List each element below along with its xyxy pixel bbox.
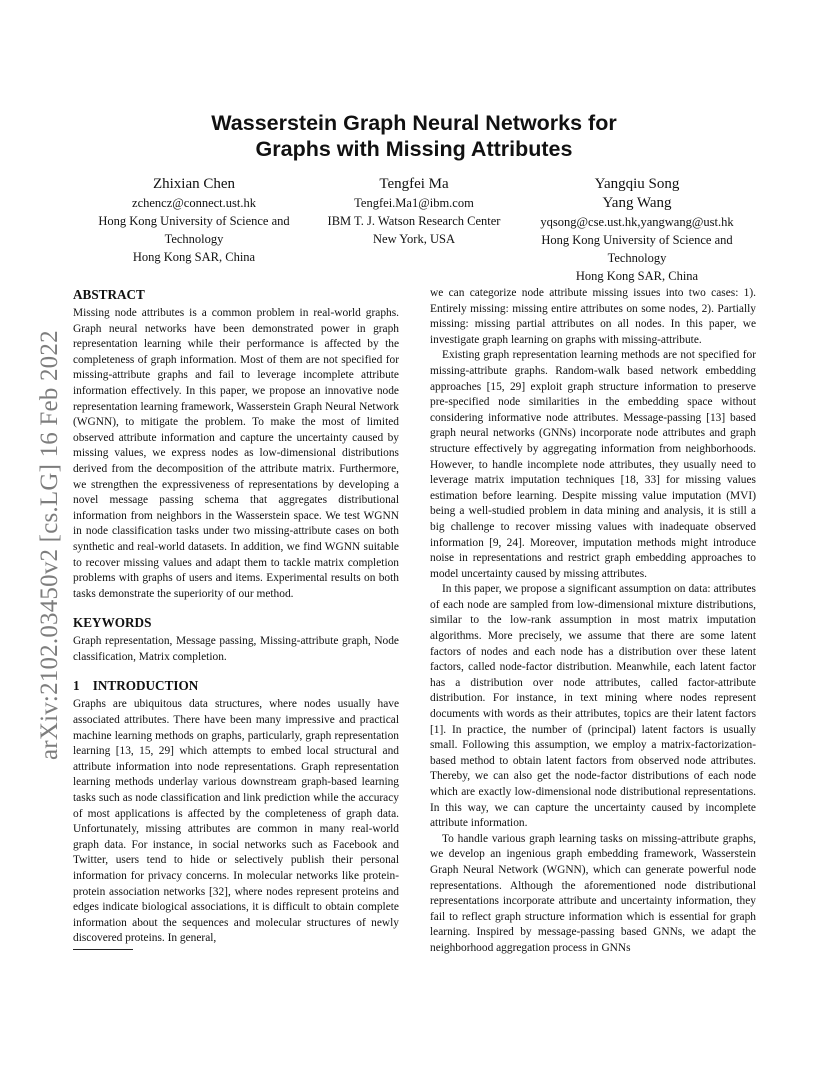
footnote-rule (73, 949, 133, 950)
introduction-text: Graphs are ubiquitous data structures, where nodes usually have associated attributes. There have been many impressive and practical machine learning methods on graphs, particularly, graph representation learning [13, 15, 29] which attempts to embed local structural and attribute information into node representations. Graph representation learning methods underlay various downstream graph-based learning tasks such as node classification and link prediction while the accuracy of most applications is affected by the completeness of graph data. Unfortunately, missing attributes are common in many real-world graph data. For instance, in social networks such as Facebook and Twitter, users tend to hide or selectively publish their personal information for privacy concerns. In molecular networks like protein-protein association networks [32], where nodes represent proteins and edges indicate biological associations, it is difficult to obtain complete information about the sequences and molecular structures of newly discovered proteins. In general, (73, 698, 399, 945)
author-name: Zhixian Chen (152, 176, 236, 192)
paragraph-existing-methods: Existing graph representation learning methods are not specified for missing-attribute graphs. Random-walk based network embedding approaches [15, 29] exploit graph structure information to preserve pre-specified node similarities in the embedding space without considering informative node attributes. Message-passing [13] based graph neural networks (GNNs) incorporate node attributes and graph structure effectively by aggregating information from neighborhoods. However, to handle incomplete node attributes, they usually need to leverage matrix imputation techniques [18, 33] for missing values estimation before learning. Despite missing value imputation (MVI) being a well-studied problem in data mining and analysis, it is still a big challenge to recover missing values with inadequate observed information [9, 24]. Moreover, imputation methods might introduce noise in representations and restrict graph embedding approaches to model uncertainty caused by missing attributes. (430, 349, 756, 580)
author-block-2 (314, 175, 514, 248)
paragraph-missing-cases: we can categorize node attribute missing issues into two cases: 1). Entirely missing: missing entire attributes on some nodes, 2). Partially missing: missing partial attributes on all nodes. In this paper, we investigate graph learning on graphs with missing-attribute. (430, 287, 756, 346)
paragraph-assumption: In this paper, we propose a significant assumption on data: attributes of each node are sampled from low-dimensional mixture distributions, similar to the low-rank assumption in most matrix imputation algorithms. More precisely, we assume that there are some latent factors of nodes and each node has a distribution over these latent factors, called node-factor distribution. Meanwhile, each latent factor has a distribution over node attributes, called factor-attribute distribution. For instance, in text mining where nodes represent documents with words as their attributes, topics are their latent factors [1]. In practice, the number of (principal) latent factors is usually small. Following this assumption, we employ a matrix-factorization-based method to obtain latent factors from observed node attributes. Thereby, we can also get the node-factor distributions of each node which are exactly low-dimensional node distributional representations. In this way, we can capture the uncertainty caused by incomplete attribute information. (430, 583, 756, 830)
keywords-text: Graph representation, Message passing, Missing-attribute graph, Node classification, Matrix completion. (73, 635, 399, 663)
introduction-heading: 1 INTRODUCTION (73, 678, 199, 694)
author-affiliation-cont: Technology (607, 251, 667, 265)
title-line-1: Wasserstein Graph Neural Networks for (211, 111, 617, 135)
author-location: Hong Kong SAR, China (575, 269, 699, 283)
author-email: yqsong@cse.ust.hk,yangwang@ust.hk (540, 215, 734, 229)
paragraph-wgnn: To handle various graph learning tasks on missing-attribute graphs, we develop an ingenious graph embedding framework, Wasserstein Graph Neural Network (WGNN), which can generate powerful node representations. Although the aforementioned node distributional representations incorporate attribute and uncertainty information, they fail to reflect graph structure information which is essential for graph learning. Inspired by message-passing based GNNs, we adapt the neighborhood aggregation process in GNNs (430, 832, 756, 954)
author-affiliation: Hong Kong University of Science and (98, 214, 290, 228)
author-email: Tengfei.Ma1@ibm.com (354, 196, 474, 210)
author-affiliation: IBM T. J. Watson Research Center (327, 214, 501, 228)
author-name: Yangqiu Song (594, 176, 680, 192)
abstract-heading: ABSTRACT (73, 287, 145, 302)
author-location: Hong Kong SAR, China (132, 250, 256, 264)
author-affiliation-cont: Technology (164, 232, 224, 246)
author-name-2: Yang Wang (602, 195, 672, 211)
author-email: zchencz@connect.ust.hk (132, 196, 256, 210)
author-location: New York, USA (373, 232, 455, 246)
author-affiliation: Hong Kong University of Science and (541, 233, 733, 247)
left-column (73, 286, 399, 947)
right-column (430, 286, 756, 957)
paper-title (0, 110, 828, 162)
arxiv-identifier: arXiv:2102.03450v2 [cs.LG] 16 Feb 2022 (36, 330, 63, 760)
title-line-2: Graphs with Missing Attributes (255, 137, 573, 161)
abstract-text: Missing node attributes is a common problem in real-world graphs. Graph neural networks have been demonstrated power in graph representation learning while their performance is affected by the completeness of graph information. Most of them are not specified for missing-attribute graphs and fail to leverage incomplete attribute information effectively. In this paper, we propose an innovative node representation learning framework, Wasserstein Graph Neural Network (WGNN), to mitigate the problem. To make the most of limited observed attribute information and capture the uncertainty caused by missing values, we express nodes as low-dimensional distributions derived from the decomposition of the attribute matrix. Furthermore, we strengthen the expressiveness of representations by developing a novel message passing schema that aggregates distributional information from neighbors in the Wasserstein space. We test WGNN in node classification tasks under two missing-attribute cases on both synthetic and real-world datasets. In addition, we find WGNN suitable to recover missing values and adapt them to tackle matrix completion problems with graphs of users and items. Experimental results on both tasks demonstrate the superiority of our method. (73, 307, 399, 600)
author-block-3 (526, 175, 748, 285)
keywords-heading: KEYWORDS (73, 615, 152, 631)
author-block-1 (84, 175, 304, 266)
author-name: Tengfei Ma (379, 176, 449, 192)
